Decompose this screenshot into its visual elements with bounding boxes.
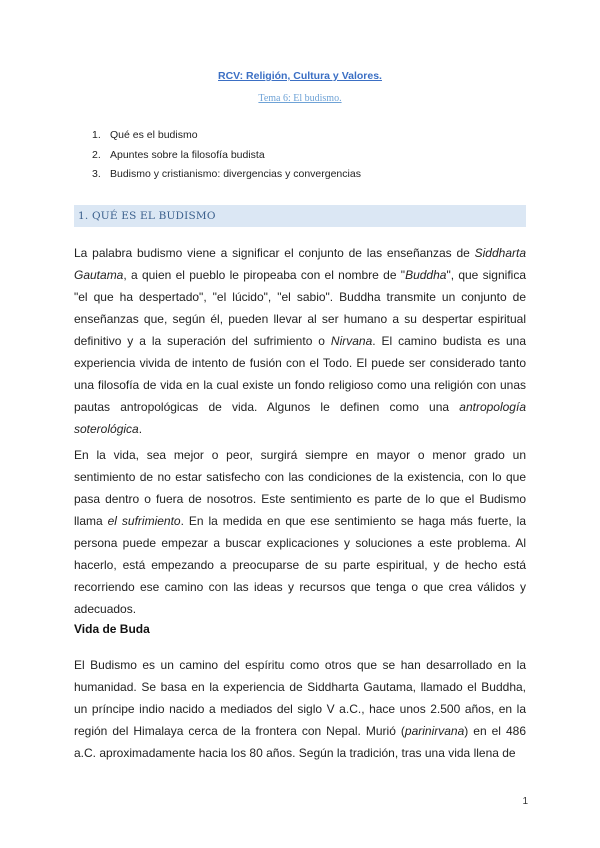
toc-item xyxy=(92,126,361,146)
toc-item-number: 3. xyxy=(92,168,101,180)
paragraph-definition: La palabra budismo viene a significar el conjunto de las enseñanzas de Siddharta Gautama, a quien el pueblo le piropeaba con el nombre de "Buddha", que significa "el que ha despertado", "el lúcido", "el sabio". Buddha transmite un conjunto de enseñanzas que, según él, pueden llevar al ser humano a su despertar espiritual definitivo y a la superación del sufrimiento o Nirvana. El camino budista es una experiencia vivida de intento de fusión con el Todo. El puede ser considerado tanto una filosofía de vida en la cual existe un fondo religioso como una religión con unas pautas antropológicas de vida. Algunos le definen como una antropología soterológica. xyxy=(74,246,526,436)
table-of-contents xyxy=(92,126,361,185)
toc-item-label: Qué es el budismo xyxy=(110,129,198,141)
paragraph-life-of-buddha: El Budismo es un camino del espíritu como otros que se han desarrollado en la humanidad. Se basa en la experiencia de Siddharta Gautama, llamado el Buddha, un príncipe indio nacido a mediados del siglo V a.C., hace unos 2.500 años, en la región del Himalaya cerca de la frontera con Nepal. Murió (parinirvana) en el 486 a.C. aproximadamente hacia los 80 años. Según la tradición, tras una vida llena de xyxy=(74,658,526,760)
toc-item-label: Budismo y cristianismo: divergencias y convergencias xyxy=(110,168,361,180)
paragraph-suffering: En la vida, sea mejor o peor, surgirá siempre en mayor o menor grado un sentimiento de no estar satisfecho con las condiciones de la existencia, con lo que pasa dentro o fuera de nosotros. Este sentimiento es parte de lo que el Budismo llama el sufrimiento. En la medida en que ese sentimiento se haga más fuerte, la persona puede empezar a buscar explicaciones y soluciones a este problema. Al hacerlo, está empezando a preocuparse de su parte espiritual, y de hecho está recorriendo ese camino con las ideas y recursos que tenga o que crea válidos y adecuados. xyxy=(74,448,526,616)
document-subtitle: Tema 6: El budismo. xyxy=(258,93,342,104)
toc-item-number: 2. xyxy=(92,148,101,161)
subsection-heading: Vida de Buda xyxy=(74,622,150,636)
toc-item-label: Apuntes sobre la filosofía budista xyxy=(110,148,265,161)
section-heading: 1. QUÉ ES EL BUDISMO xyxy=(74,205,526,227)
toc-item xyxy=(92,146,361,166)
toc-item-number: 1. xyxy=(92,129,101,141)
toc-item xyxy=(92,165,361,185)
page-number: 1 xyxy=(522,796,528,807)
document-title: RCV: Religión, Cultura y Valores. xyxy=(218,70,382,82)
